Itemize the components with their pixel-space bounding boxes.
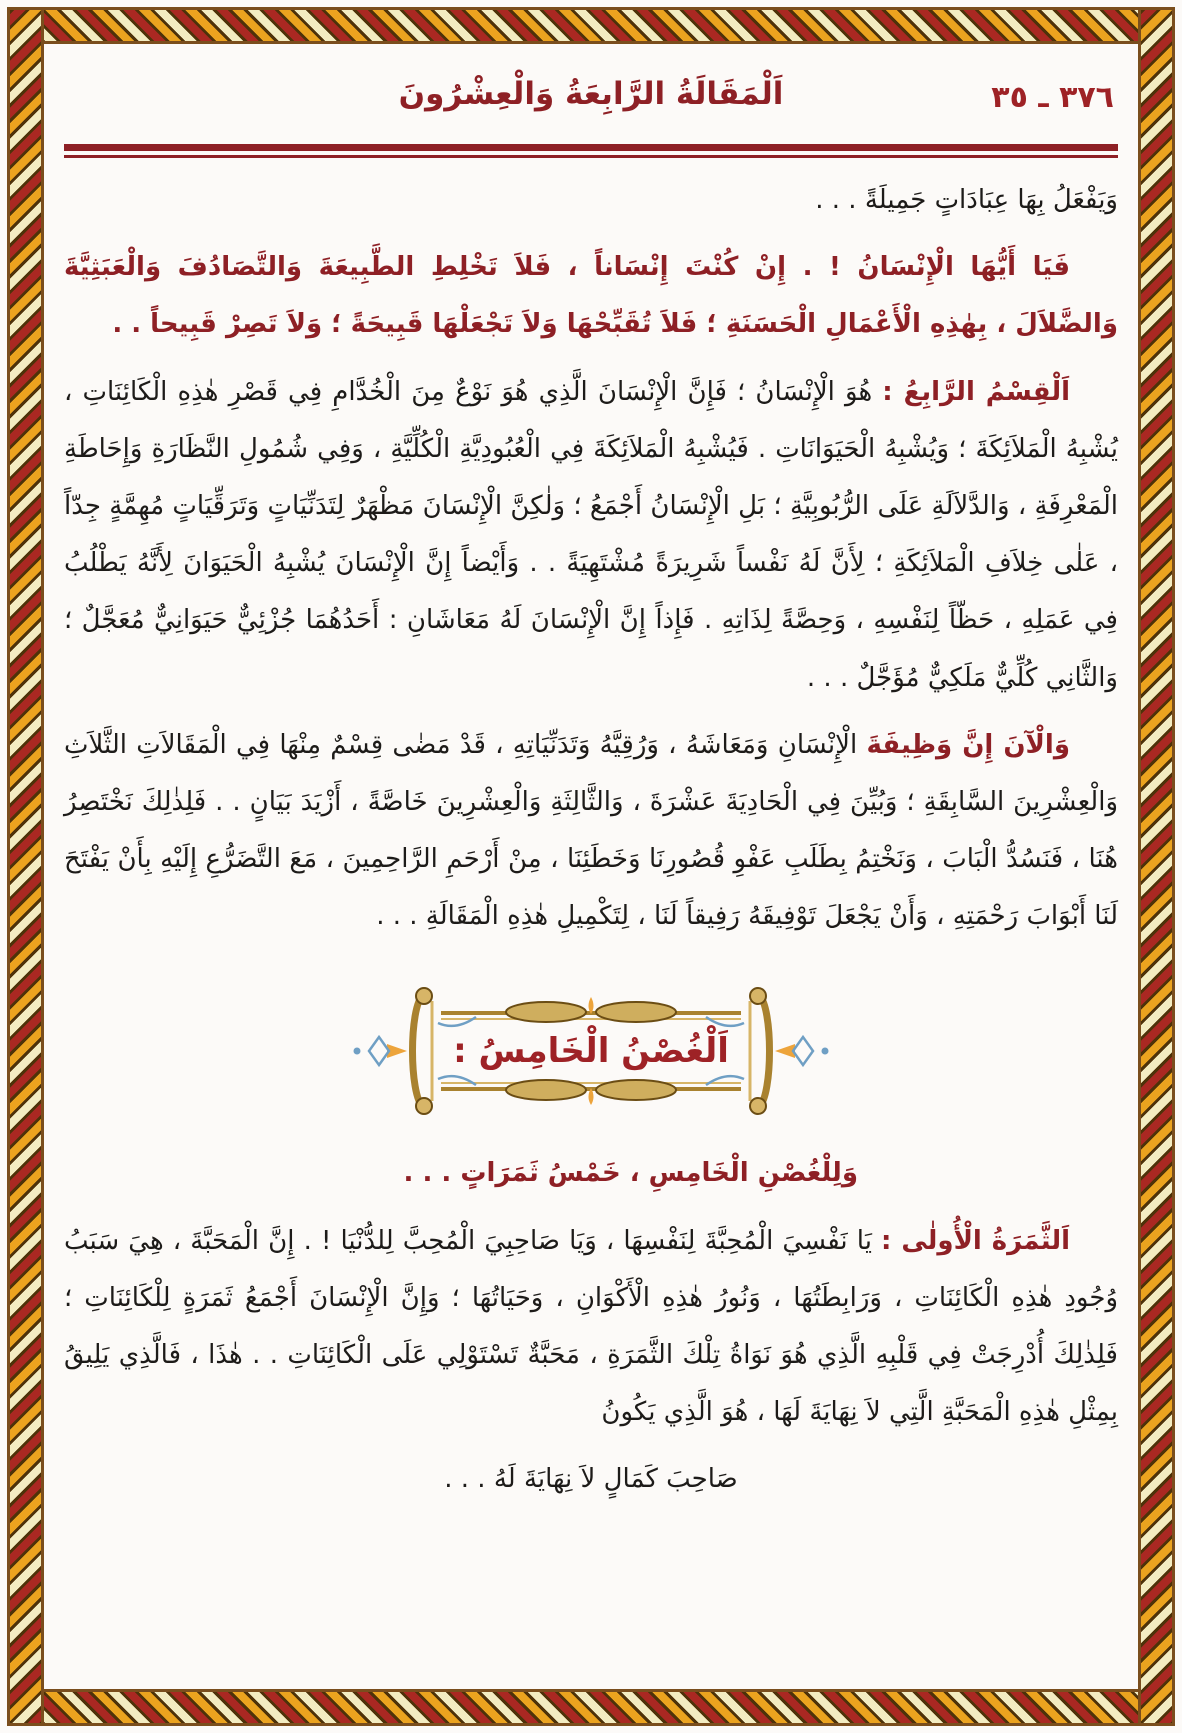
paragraph-five-fruits: وَلِلْغُصْنِ الْخَامِسِ ، خَمْسُ ثَمَرَاتٍ . . .: [403, 1158, 858, 1189]
paragraph-first-fruit-last-line: صَاحِبَ كَمَالٍ لاَ نِهَايَةَ لَهُ . . .: [444, 1464, 738, 1495]
page-title: اَلْمَقَالَةُ الرَّابِعَةُ وَالْعِشْرُونَ: [398, 76, 784, 112]
body-text: [64, 172, 1118, 1509]
page-number: ٣٧٦ ـ ٣٥: [991, 80, 1114, 115]
page-border-right: [1138, 7, 1175, 1726]
paragraph-intro-line: وَيَفْعَلُ بِهَا عِبَادَاتٍ جَمِيلَةً . . .: [815, 185, 1118, 215]
section-lead-first-fruit: اَلثَّمَرَةُ الْأُولٰى :: [881, 1225, 1070, 1256]
page-border-left: [7, 7, 44, 1726]
ornament-frame: [311, 967, 871, 1135]
paragraph-now-duty: [64, 717, 1118, 946]
section-body-now-duty: الْإِنْسَانِ وَمَعَاشَهُ ، وَرُقِيَّهُ وَتَدَنِّيَاتِهِ ، قَدْ مَضٰى قِسْمٌ مِنْهَا فِي الْمَقَالاَتِ الثَّلاَثِ وَالْعِشْرِينَ السَّابِقَةِ ؛ وَبُيِّنَ فِي الْحَادِيَةَ عَشْرَةَ ، وَالثَّالِثَةِ وَالْعِشْرِينَ خَاصَّةً ، أَزْيَدَ بَيَانٍ . . فَلِذٰلِكَ نَخْتَصِرُ هُنَا ، فَنَسُدُّ الْبَابَ ، وَنَخْتِمُ بِطَلَبِ عَفْوِ قُصُورِنَا وَخَطَئِنَا ، مِنْ أَرْحَمِ الرَّاحِمِينَ ، مَعَ التَّضَرُّعِ إِلَيْهِ بِأَنْ يَفْتَحَ لَنَا أَبْوَابَ رَحْمَتِهِ ، وَأَنْ يَجْعَلَ تَوْفِيقَهُ رَفِيقاً لَنَا ، لِتَكْمِيلِ هٰذِهِ الْمَقَالَةِ . . .: [64, 729, 1118, 932]
paragraph-address-human: فَيَا أَيُّهَا الْإِنْسَانُ ! . إِنْ كُنْتَ إِنْسَاناً ، فَلاَ تَخْلِطِ الطَّبِيعَةَ وَالتَّصَادُفَ وَالْعَبَثِيَّةَ وَالضَّلاَلَ ، بِهٰذِهِ الْأَعْمَالِ الْحَسَنَةِ ؛ فَلاَ تُقَبِّحْهَا وَلاَ تَجْعَلْهَا قَبِيحَةً ؛ وَلاَ تَصِرْ قَبِيحاً . .: [64, 252, 1118, 340]
page-border-bottom: [7, 1689, 1175, 1726]
paragraph-first-fruit: [64, 1213, 1118, 1442]
header-divider-rule: [64, 144, 1118, 158]
page-border-top: [7, 7, 1175, 44]
section-body-fourth-part: هُوَ الْإِنْسَانُ ؛ فَإِنَّ الْإِنْسَانَ الَّذِي هُوَ نَوْعٌ مِنَ الْخُدَّامِ فِي قَصْرِ هٰذِهِ الْكَائِنَاتِ ، يُشْبِهُ الْمَلاَئِكَةَ ؛ وَيُشْبِهُ الْحَيَوَانَاتِ . فَيُشْبِهُ الْمَلاَئِكَةَ فِي الْعُبُودِيَّةِ الْكُلِّيَّةِ ، وَفِي شُمُولِ النَّظَارَةِ وَإِحَاطَةِ الْمَعْرِفَةِ ، وَالدَّلاَلَةِ عَلَى الرُّبُوبِيَّةِ ؛ بَلِ الْإِنْسَانُ أَجْمَعُ ؛ وَلٰكِنَّ الْإِنْسَانَ مَظْهَرٌ لِتَدَنِّيَاتٍ وَتَرَقِّيَاتٍ مُهِمَّةٍ جِدّاً ، عَلٰى خِلاَفِ الْمَلاَئِكَةِ ؛ لِأَنَّ لَهُ نَفْساً شَرِيرَةً مُشْتَهِيَةً . . وَأَيْضاً إِنَّ الْإِنْسَانَ يُشْبِهُ الْحَيَوَانَ لِأَنَّهُ يَطْلُبُ فِي عَمَلِهِ ، حَظّاً لِنَفْسِهِ ، وَحِصَّةً لِذَاتِهِ . فَإِذاً إِنَّ الْإِنْسَانَ لَهُ مَعَاشَانِ : أَحَدُهُمَا جُزْئِيٌّ حَيَوَانِيٌّ مُعَجَّلٌ ؛ وَالثَّانِي كُلِّيٌّ مَلَكِيٌّ مُؤَجَّلٌ . . .: [64, 376, 1118, 693]
section-lead-now-duty: وَالْآنَ إِنَّ وَظِيفَةَ: [866, 729, 1070, 760]
section-lead-fourth-part: اَلْقِسْمُ الرَّابِعُ :: [882, 376, 1070, 407]
paragraph-fourth-part: [64, 364, 1118, 707]
branch-five-heading: اَلْغُصْنُ الْخَامِسُ :: [453, 1031, 729, 1072]
page-header: [64, 56, 1118, 130]
page-content: [64, 56, 1118, 1677]
section-body-first-fruit: يَا نَفْسِيَ الْمُحِبَّةَ لِنَفْسِهَا ، وَيَا صَاحِبِيَ الْمُحِبَّ لِلدُّنْيَا ! . إِنَّ الْمَحَبَّةَ ، هِيَ سَبَبُ وُجُودِ هٰذِهِ الْكَائِنَاتِ ، وَرَابِطَتُهَا ، وَنُورُ هٰذِهِ الْأَكْوَانِ ، وَحَيَاتُهَا ؛ وَإِنَّ الْإِنْسَانَ أَجْمَعُ ثَمَرَةٍ لِلْكَائِنَاتِ ؛ فَلِذٰلِكَ أُدْرِجَتْ فِي قَلْبِهِ الَّذِي هُوَ نَوَاةُ تِلْكَ الثَّمَرَةِ ، مَحَبَّةٌ تَسْتَوْلِي عَلَى الْكَائِنَاتِ . . هٰذَا ، فَالَّذِي يَلِيقُ بِمِثْلِ هٰذِهِ الْمَحَبَّةِ الَّتِي لاَ نِهَايَةَ لَهَا ، هُوَ الَّذِي يَكُونُ: [64, 1225, 1118, 1428]
